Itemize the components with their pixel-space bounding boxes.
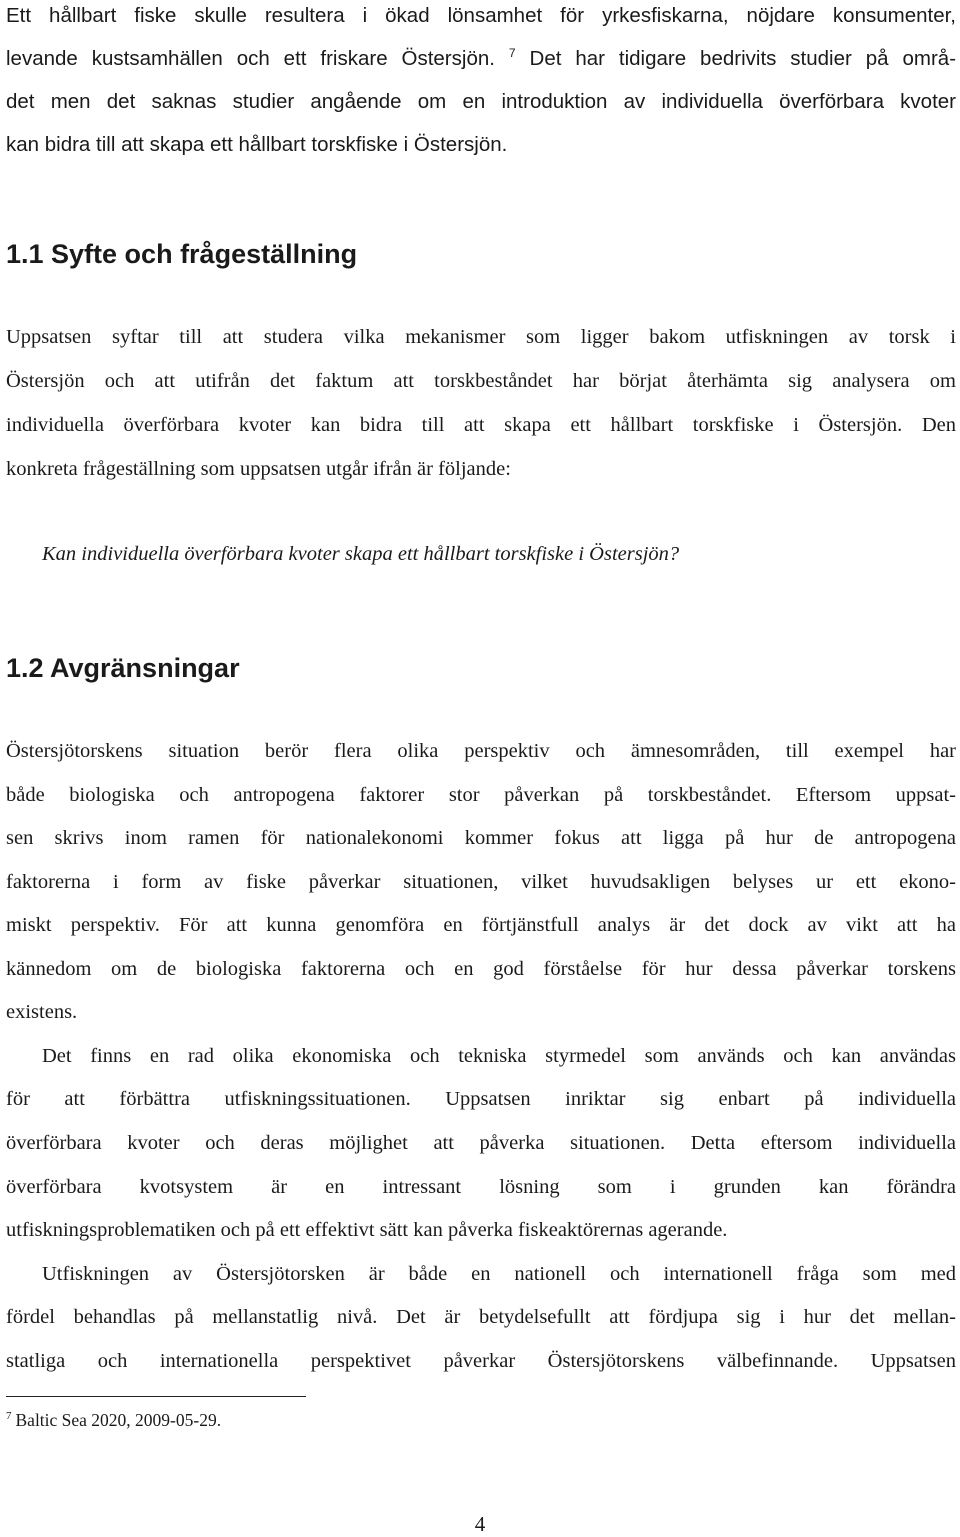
s11-line-2: Östersjön och att utifrån det faktum att torskbeståndet har börjat återhämta sig analysera om <box>6 370 956 392</box>
intro-line-2 <box>6 47 956 71</box>
s12-p1-line-5: miskt perspektiv. För att kunna genomföra en förtjänstfull analys är det dock av vikt att ha <box>6 914 956 936</box>
s12-p1-line-3: sen skrivs inom ramen för nationalekonomi kommer fokus att ligga på hur de antropogena <box>6 827 956 849</box>
intro-line-1: Ett hållbart fiske skulle resultera i ökad lönsamhet för yrkesfiskarna, nöjdare konsumenter, <box>6 4 956 27</box>
s12-p1-line-4: faktorerna i form av fiske påverkar situationen, vilket huvudsakligen belyses ur ett ekono- <box>6 871 956 893</box>
footnote-separator <box>6 1396 306 1397</box>
s12-p2-line-3: överförbara kvoter och deras möjlighet att påverka situationen. Detta eftersom individuella <box>6 1132 956 1154</box>
intro-line-4: kan bidra till att skapa ett hållbart torskfiske i Östersjön. <box>6 133 508 156</box>
section-heading-1-2: 1.2 Avgränsningar <box>6 653 240 683</box>
s12-p3-line-1: Utfiskningen av Östersjötorsken är både en nationell och internationell fråga som med <box>42 1263 956 1285</box>
s12-p1-line-2: både biologiska och antropogena faktorer stor påverkan på torskbeståndet. Eftersom uppsat- <box>6 784 956 806</box>
page-number: 4 <box>474 1512 486 1536</box>
s12-p1-line-6: kännedom om de biologiska faktorerna och en god förståelse för hur dessa påverkar torskens <box>6 958 956 980</box>
research-question: Kan individuella överförbara kvoter skapa ett hållbart torskfiske i Östersjön? <box>42 543 680 565</box>
intro-line-3: det men det saknas studier angående om en introduktion av individuella överförbara kvoter <box>6 90 956 113</box>
s12-p2-line-2: för att förbättra utfiskningssituationen. Uppsatsen inriktar sig enbart på individuella <box>6 1088 956 1110</box>
s12-p3-line-2: fördel behandlas på mellanstatlig nivå. Det är betydelsefullt att fördjupa sig i hur det mellan- <box>6 1306 956 1328</box>
s11-line-4: konkreta frågeställning som uppsatsen utgår ifrån är följande: <box>6 458 511 480</box>
section-heading-1-1: 1.1 Syfte och frågeställning <box>6 239 358 269</box>
s12-p2-line-1: Det finns en rad olika ekonomiska och tekniska styrmedel som används och kan användas <box>42 1045 956 1067</box>
intro-line-2b: Det har tidigare bedrivits studier på områ- <box>529 47 957 70</box>
s12-p1-line-1: Östersjötorskens situation berör flera olika perspektiv och ämnesområden, till exempel har <box>6 740 956 762</box>
footnote-ref[interactable]: 7 <box>508 46 516 60</box>
s12-p2-line-4: överförbara kvotsystem är en intressant lösning som i grunden kan förändra <box>6 1176 956 1198</box>
footnote-text: Baltic Sea 2020, 2009-05-29. <box>15 1410 222 1430</box>
s12-p3-line-3: statliga och internationella perspektivet påverkar Östersjötorskens välbefinnande. Uppsatsen <box>6 1350 956 1372</box>
s11-line-3: individuella överförbara kvoter kan bidra till att skapa ett hållbart torskfiske i Östersjön. Den <box>6 414 956 436</box>
s12-p1-line-7: existens. <box>6 1001 78 1023</box>
intro-line-2a: levande kustsamhällen och ett friskare Östersjön. <box>6 47 495 70</box>
s11-line-1: Uppsatsen syftar till att studera vilka mekanismer som ligger bakom utfiskningen av torsk i <box>6 326 956 348</box>
footnote-number: 7 <box>6 1410 12 1422</box>
s12-p2-line-5: utfiskningsproblematiken och på ett effektivt sätt kan påverka fiskeaktörernas agerande. <box>6 1219 728 1241</box>
footnote <box>6 1408 221 1432</box>
